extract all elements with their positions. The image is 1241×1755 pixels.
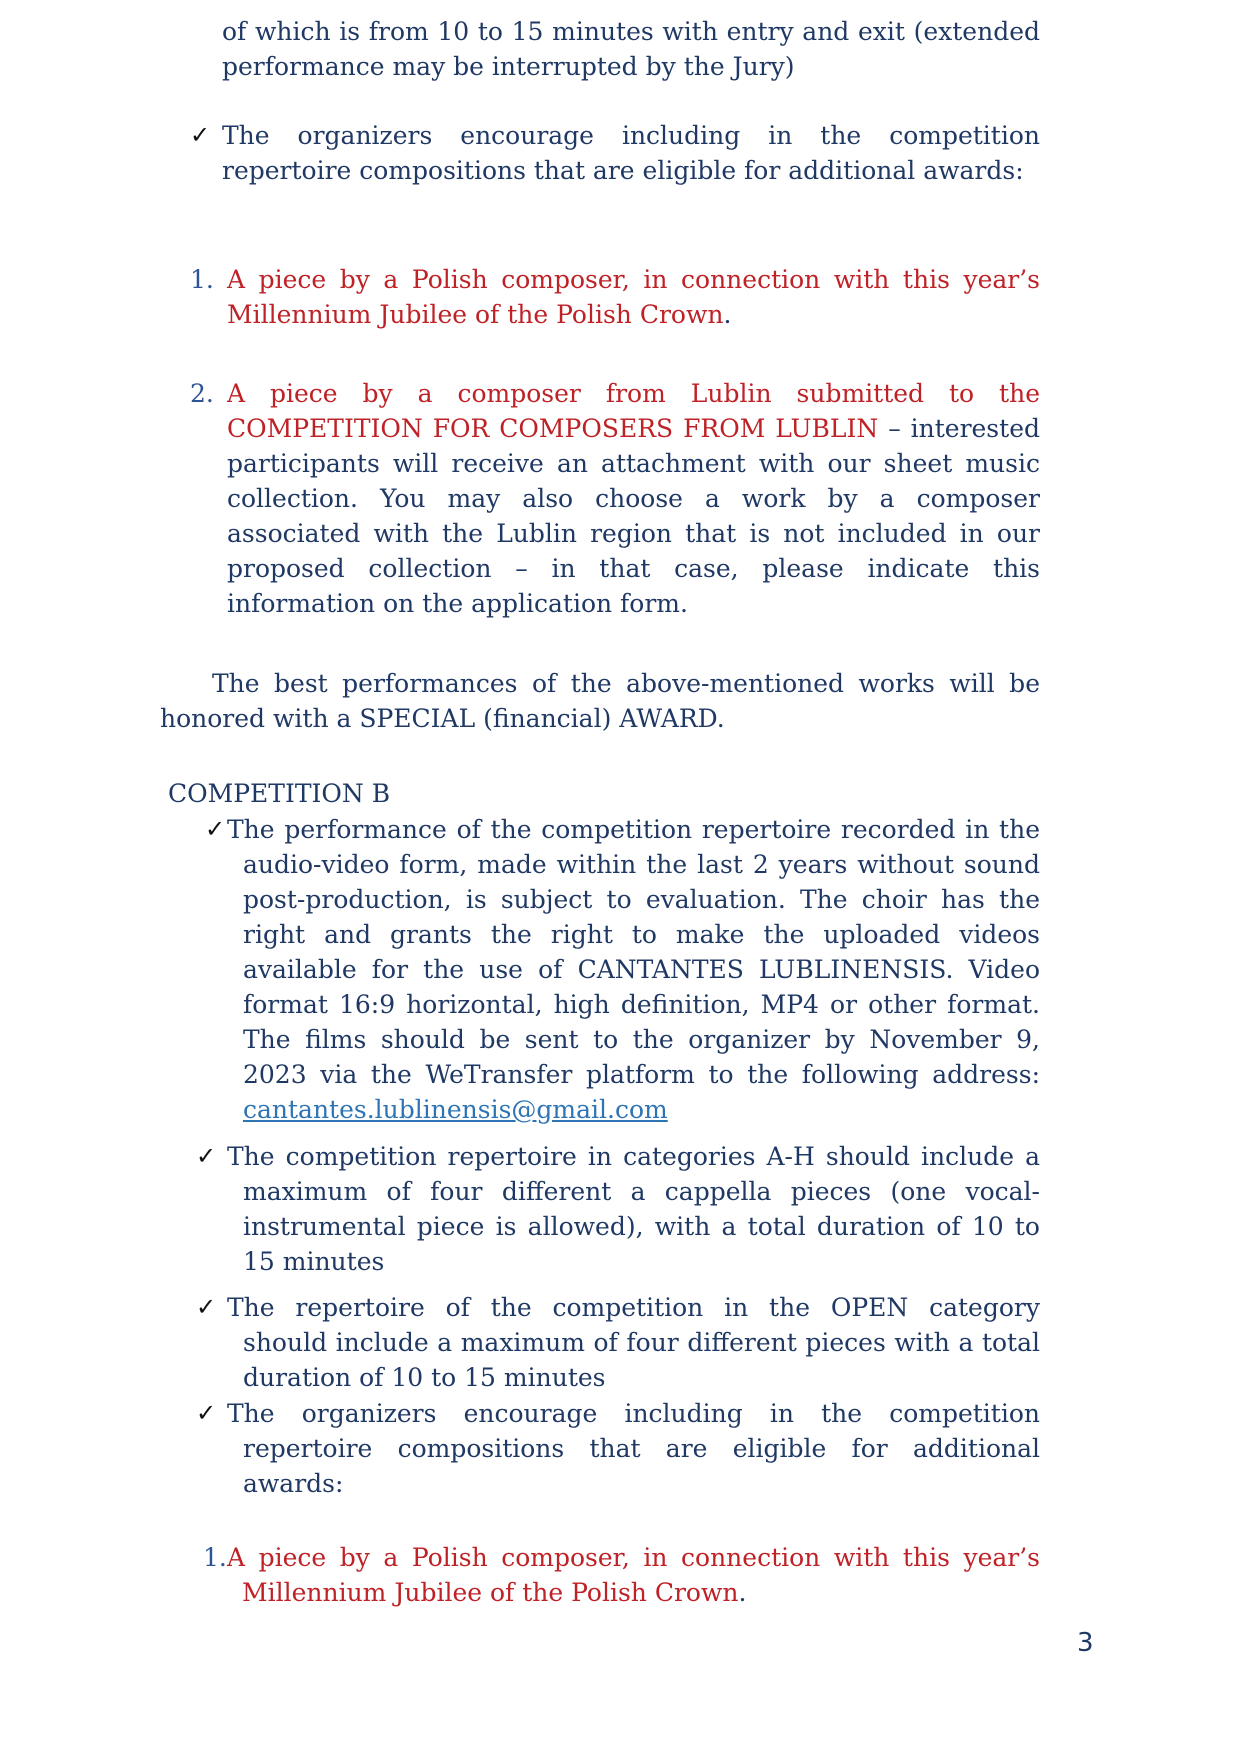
- checkmark-icon: ✓: [190, 121, 211, 149]
- carryover-paragraph: [222, 14, 1040, 84]
- text-line: audio-video form, made within the last 2 years without sound: [243, 850, 1040, 879]
- heading-text: COMPETITION B: [168, 779, 391, 808]
- text-line: maximum of four different a cappella pieces (one vocal-: [243, 1177, 1040, 1206]
- text-line: performance may be interrupted by the Jury): [222, 52, 795, 81]
- page-number: 3: [1077, 1628, 1094, 1658]
- text-line: repertoire compositions that are eligible for additional awards:: [222, 156, 1024, 185]
- list-item-number: 2.: [190, 379, 214, 408]
- bullet-organizers-b: [196, 1396, 1040, 1501]
- text-line: participants will receive an attachment with our sheet music: [227, 449, 1040, 478]
- text-line: awards:: [243, 1469, 344, 1498]
- text-line: collection. You may also choose a work by a composer: [227, 484, 1040, 513]
- email-link[interactable]: cantantes.lublinensis@gmail.com: [243, 1095, 668, 1124]
- special-piece-lublin-composer: [190, 376, 1040, 621]
- checkmark-icon: ✓: [196, 1399, 217, 1427]
- text-line: The repertoire of the competition in the OPEN category: [227, 1293, 1040, 1322]
- text-line: 15 minutes: [243, 1247, 385, 1276]
- text-line: [227, 411, 1040, 446]
- text-line: information on the application form.: [227, 589, 688, 618]
- text-line: [227, 297, 1040, 332]
- competition-b-heading: [168, 776, 1040, 811]
- special-piece-polish-composer: [190, 262, 1040, 332]
- text-line: A piece by a composer from Lublin submitted to the: [227, 379, 1040, 408]
- text-segment: Millennium Jubilee of the Polish Crown: [242, 1578, 739, 1607]
- checkmark-icon: ✓: [205, 815, 226, 843]
- checkmark-icon: ✓: [196, 1142, 217, 1170]
- text-line: of which is from 10 to 15 minutes with entry and exit (extended: [222, 17, 1040, 46]
- text-line: The competition repertoire in categories A-H should include a: [227, 1142, 1040, 1171]
- text-line: The best performances of the above-mentioned works will be: [212, 669, 1040, 698]
- bullet-video-recording: [205, 812, 1040, 1127]
- special-piece-polish-composer-b: [203, 1540, 1040, 1610]
- list-item-number: 1.: [203, 1543, 227, 1572]
- bullet-repertoire-categories: [196, 1139, 1040, 1279]
- text-segment: COMPETITION FOR COMPOSERS FROM LUBLIN: [227, 414, 879, 443]
- text-line: post-production, is subject to evaluation. The choir has the: [243, 885, 1040, 914]
- bullet-repertoire-open: [196, 1290, 1040, 1395]
- text-segment: .: [738, 1578, 747, 1607]
- text-segment: – interested: [878, 414, 1040, 443]
- text-line: format 16:9 horizontal, high definition, MP4 or other format.: [243, 990, 1040, 1019]
- text-line: The organizers encourage including in the competition: [222, 121, 1040, 150]
- text-line: The organizers encourage including in the competition: [227, 1399, 1040, 1428]
- text-line: 2023 via the WeTransfer platform to the following address:: [243, 1060, 1040, 1089]
- checkmark-icon: ✓: [196, 1293, 217, 1321]
- text-line: should include a maximum of four different pieces with a total: [243, 1328, 1040, 1357]
- text-line: The films should be sent to the organizer by November 9,: [243, 1025, 1040, 1054]
- text-line: [242, 1575, 1040, 1610]
- text-segment: Millennium Jubilee of the Polish Crown: [227, 300, 724, 329]
- text-line: duration of 10 to 15 minutes: [243, 1363, 606, 1392]
- text-line: [243, 1092, 1040, 1127]
- text-line: available for the use of CANTANTES LUBLINENSIS. Video: [243, 955, 1040, 984]
- text-segment: .: [723, 300, 732, 329]
- text-line: A piece by a Polish composer, in connection with this year’s: [227, 265, 1040, 294]
- organizers-bullet-a: [190, 118, 1040, 188]
- list-item-number: 1.: [190, 265, 214, 294]
- text-line: repertoire compositions that are eligible for additional: [243, 1434, 1040, 1463]
- text-line: honored with a SPECIAL (financial) AWARD.: [160, 704, 725, 733]
- page-content: [160, 0, 1040, 1610]
- text-line: A piece by a Polish composer, in connection with this year’s: [227, 1543, 1040, 1572]
- text-line: associated with the Lublin region that is not included in our: [227, 519, 1040, 548]
- text-line: The performance of the competition repertoire recorded in the: [227, 815, 1040, 844]
- award-note: [160, 666, 1040, 736]
- text-line: right and grants the right to make the uploaded videos: [243, 920, 1040, 949]
- text-line: proposed collection – in that case, please indicate this: [227, 554, 1040, 583]
- text-line: instrumental piece is allowed), with a total duration of 10 to: [243, 1212, 1040, 1241]
